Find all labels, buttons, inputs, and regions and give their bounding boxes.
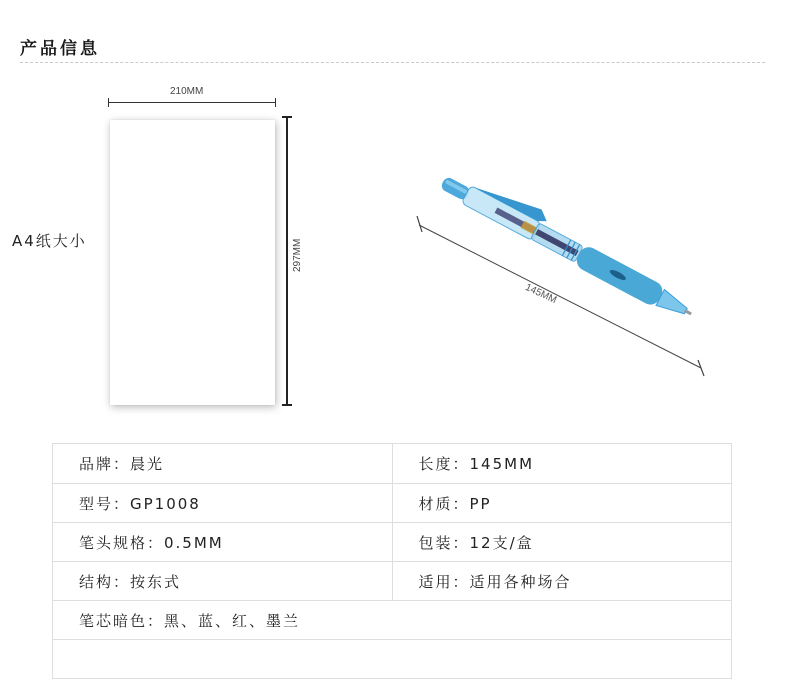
paper-height-label: 297MM [292, 238, 303, 272]
spec-tip-size: 笔头规格：0.5MM [53, 523, 393, 562]
spec-length: 长度：145MM [392, 444, 732, 484]
paper-width-dimension-line [108, 102, 276, 103]
table-row [53, 444, 732, 484]
table-row [53, 523, 732, 562]
spec-structure: 结构：按东式 [53, 562, 393, 601]
spec-empty-cell [53, 640, 732, 679]
spec-packaging: 包装：12支/盒 [392, 523, 732, 562]
gel-pen-image [405, 170, 735, 385]
spec-usage: 适用：适用各种场合 [392, 562, 732, 601]
table-row [53, 640, 732, 679]
spec-brand: 品牌：晨光 [53, 444, 393, 484]
section-divider [20, 62, 765, 63]
a4-paper-illustration [110, 120, 275, 405]
table-row [53, 484, 732, 523]
paper-height-dimension-line [286, 116, 288, 406]
section-title: 产品信息 [20, 39, 100, 59]
paper-width-label: 210MM [170, 86, 204, 97]
table-row [53, 562, 732, 601]
table-row [53, 601, 732, 640]
a4-size-label: A4纸大小 [12, 232, 87, 250]
spec-ink-colors: 笔芯暗色：黑、蓝、红、墨兰 [53, 601, 732, 640]
pen-length-label: 145MM [523, 282, 559, 307]
spec-model: 型号：GP1008 [53, 484, 393, 523]
spec-table [52, 443, 732, 679]
spec-material: 材质：PP [392, 484, 732, 523]
